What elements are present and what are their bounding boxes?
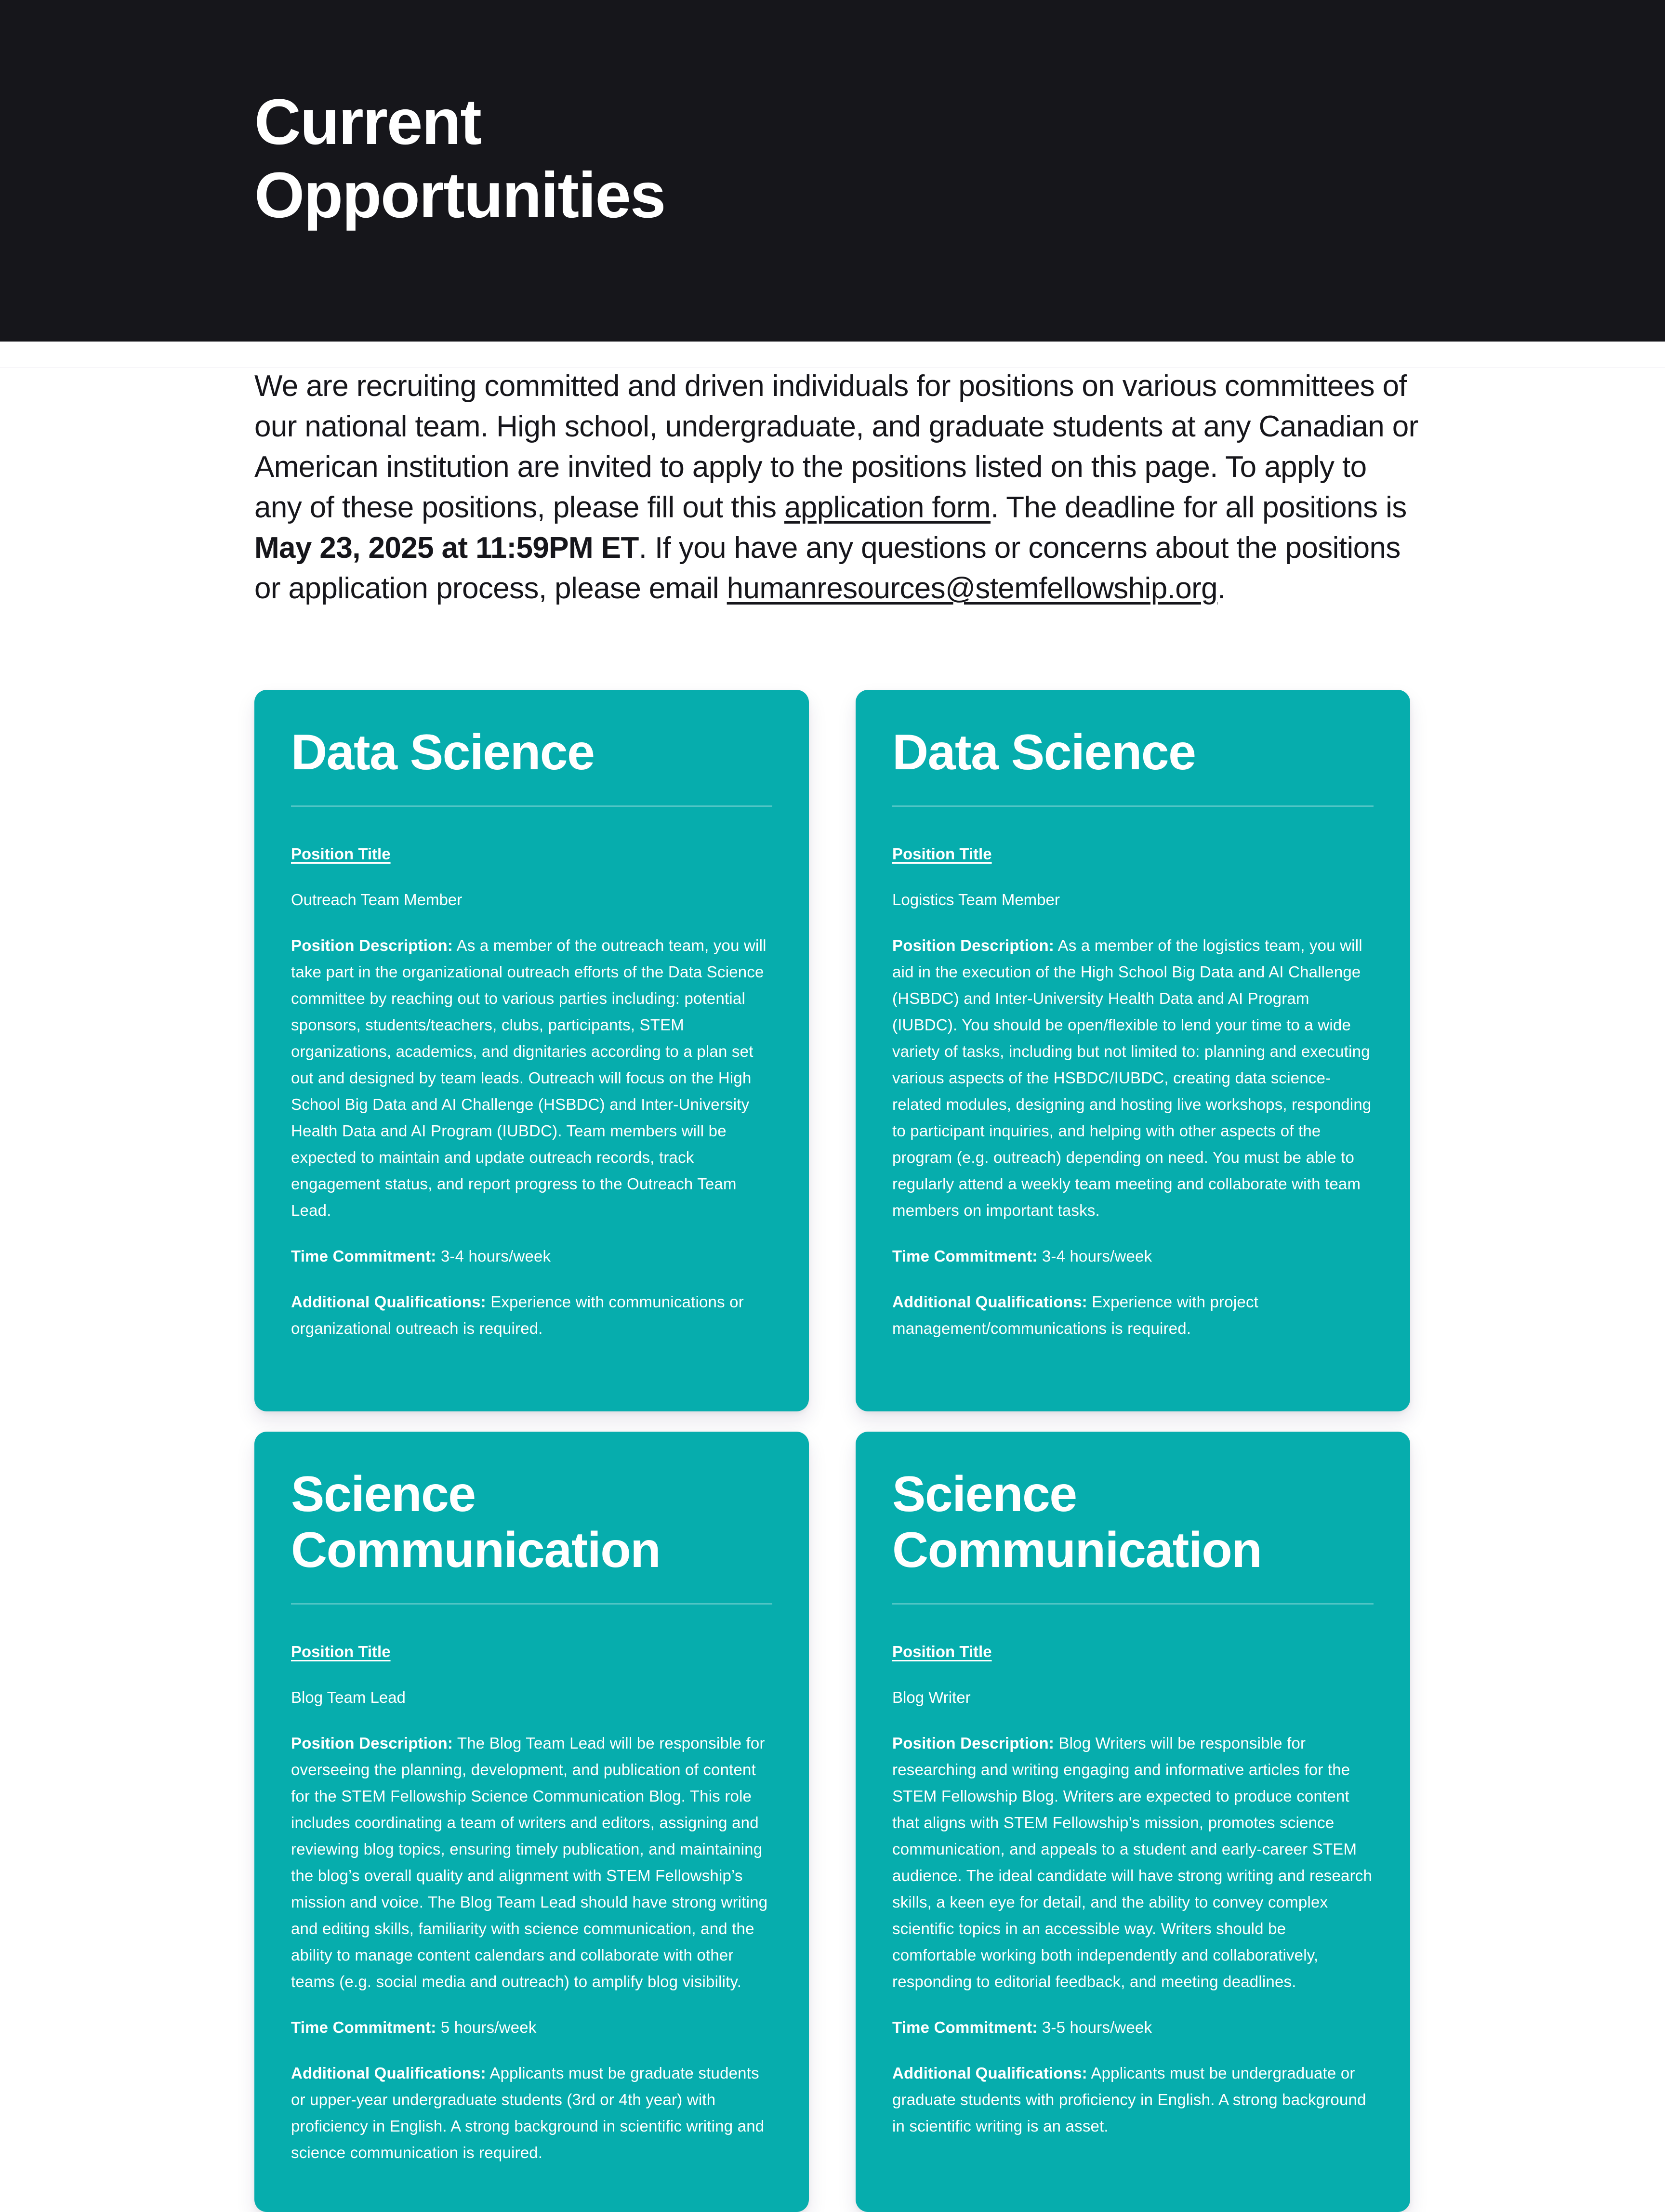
- position-description: [892, 932, 1374, 1224]
- position-description: [892, 1730, 1374, 1995]
- field-value: Applicants must be graduate students or upper-year undergraduate students (3rd or 4th year) with proficiency in English. A strong background in scientific writing and science communication is required.: [291, 2064, 765, 2161]
- field-label: Position Description:: [291, 1734, 453, 1752]
- position-name: Blog Writer: [892, 1688, 971, 1706]
- position-title-label: Position Title: [892, 1643, 992, 1660]
- page-title: Current Opportunities: [254, 86, 665, 231]
- position-card: [856, 690, 1410, 1411]
- time-commitment: [291, 2014, 772, 2041]
- email-link[interactable]: humanresources@stemfellowship.org: [727, 572, 1218, 605]
- field-value: Experience with project management/communications is required.: [892, 1293, 1259, 1337]
- field-label: Position Description:: [291, 936, 453, 954]
- field-value: 3-4 hours/week: [1037, 1247, 1152, 1265]
- committee-title: Data Science: [892, 724, 1374, 807]
- additional-qualifications: [892, 1289, 1374, 1342]
- position-name: Blog Team Lead: [291, 1688, 406, 1706]
- deadline: May 23, 2025 at 11:59PM ET: [254, 531, 639, 565]
- field-label: Time Commitment:: [291, 1247, 436, 1265]
- field-label: Position Description:: [892, 936, 1055, 954]
- additional-qualifications: [291, 1289, 772, 1342]
- field-label: Additional Qualifications:: [291, 2064, 486, 2082]
- field-label: Additional Qualifications:: [291, 1293, 486, 1311]
- intro-text: We are recruiting committed and driven individuals for positions on various committees of our national team. High school, undergraduate, and graduate students at any Canadian or American institution are invited to apply to the positions listed on this page. To apply to any of these positions, please fill out this: [254, 369, 1418, 524]
- position-title-label: Position Title: [291, 1643, 391, 1660]
- intro-paragraph: [254, 366, 1420, 609]
- position-name: Logistics Team Member: [892, 891, 1060, 908]
- field-value: As a member of the outreach team, you will take part in the organizational outreach efforts of the Data Science committee by reaching out to various parties including: potential sponsors, students/teachers, clubs, participants, STEM organizations, academics, and dignitaries according to a plan set out and designed by team leads. Outreach will focus on the High School Big Data and AI Challenge (HSBDC) and Inter-University Health Data and AI Program (IUBDC). Team members will be expected to maintain and update outreach records, track engagement status, and report progress to the Outreach Team Lead.: [291, 936, 766, 1219]
- field-label: Time Commitment:: [892, 1247, 1038, 1265]
- field-label: Position Description:: [892, 1734, 1055, 1752]
- position-card: [254, 1432, 809, 2212]
- intro-text: . The deadline for all positions is: [991, 491, 1407, 524]
- field-value: 5 hours/week: [436, 2018, 537, 2036]
- field-label: Additional Qualifications:: [892, 2064, 1087, 2082]
- time-commitment: [291, 1243, 772, 1269]
- time-commitment: [892, 2014, 1374, 2041]
- application-form-link[interactable]: application form: [784, 491, 991, 524]
- intro-text: .: [1217, 572, 1226, 605]
- field-value: 3-5 hours/week: [1037, 2018, 1152, 2036]
- field-value: Applicants must be undergraduate or graduate students with proficiency in English. A strong background in scientific writing is an asset.: [892, 2064, 1366, 2135]
- position-title-label: Position Title: [291, 845, 391, 863]
- position-name: Outreach Team Member: [291, 891, 462, 908]
- intro-text: . If you have any questions or concerns about the positions or application process, please email: [254, 531, 1401, 605]
- position-description: [291, 932, 772, 1224]
- field-value: Blog Writers will be responsible for researching and writing engaging and informative articles for the STEM Fellowship Blog. Writers are expected to produce content that aligns with STEM Fellowship’s mission, promotes science communication, and appeals to a student and early-career STEM audience. The ideal candidate will have strong writing and research skills, a keen eye for detail, and the ability to convey complex scientific topics in an accessible way. Writers should be comfortable working both independently and collaboratively, responding to editorial feedback, and meeting deadlines.: [892, 1734, 1373, 1990]
- additional-qualifications: [892, 2060, 1374, 2139]
- committee-title: Science Communication: [892, 1466, 1374, 1605]
- position-card: [856, 1432, 1410, 2212]
- field-label: Time Commitment:: [291, 2018, 436, 2036]
- field-value: As a member of the logistics team, you will aid in the execution of the High School Big Data and AI Challenge (HSBDC) and Inter-University Health Data and AI Program (IUBDC). You should be open/flexible to lend your time to a wide variety of tasks, including but not limited to: planning and executing various aspects of the HSBDC/IUBDC, creating data science-related modules, designing and hosting live workshops, responding to participant inquiries, and helping with other aspects of the program (e.g. outreach) depending on need. You must be able to regularly attend a weekly team meeting and collaborate with team members on important tasks.: [892, 936, 1372, 1219]
- field-label: Additional Qualifications:: [892, 1293, 1087, 1311]
- field-label: Time Commitment:: [892, 2018, 1038, 2036]
- time-commitment: [892, 1243, 1374, 1269]
- position-card: [254, 690, 809, 1411]
- committee-title: Data Science: [291, 724, 772, 807]
- field-value: 3-4 hours/week: [436, 1247, 551, 1265]
- page-header: [0, 0, 1665, 342]
- additional-qualifications: [291, 2060, 772, 2166]
- field-value: The Blog Team Lead will be responsible for overseeing the planning, development, and publication of content for the STEM Fellowship Science Communication Blog. This role includes coordinating a team of writers and editors, assigning and reviewing blog topics, ensuring timely publication, and maintaining the blog’s overall quality and alignment with STEM Fellowship’s mission and voice. The Blog Team Lead should have strong writing and editing skills, familiarity with science communication, and the ability to manage content calendars and collaborate with other teams (e.g. social media and outreach) to amplify blog visibility.: [291, 1734, 768, 1990]
- committee-title: Science Communication: [291, 1466, 772, 1605]
- field-value: Experience with communications or organizational outreach is required.: [291, 1293, 744, 1337]
- position-title-label: Position Title: [892, 845, 992, 863]
- position-description: [291, 1730, 772, 1995]
